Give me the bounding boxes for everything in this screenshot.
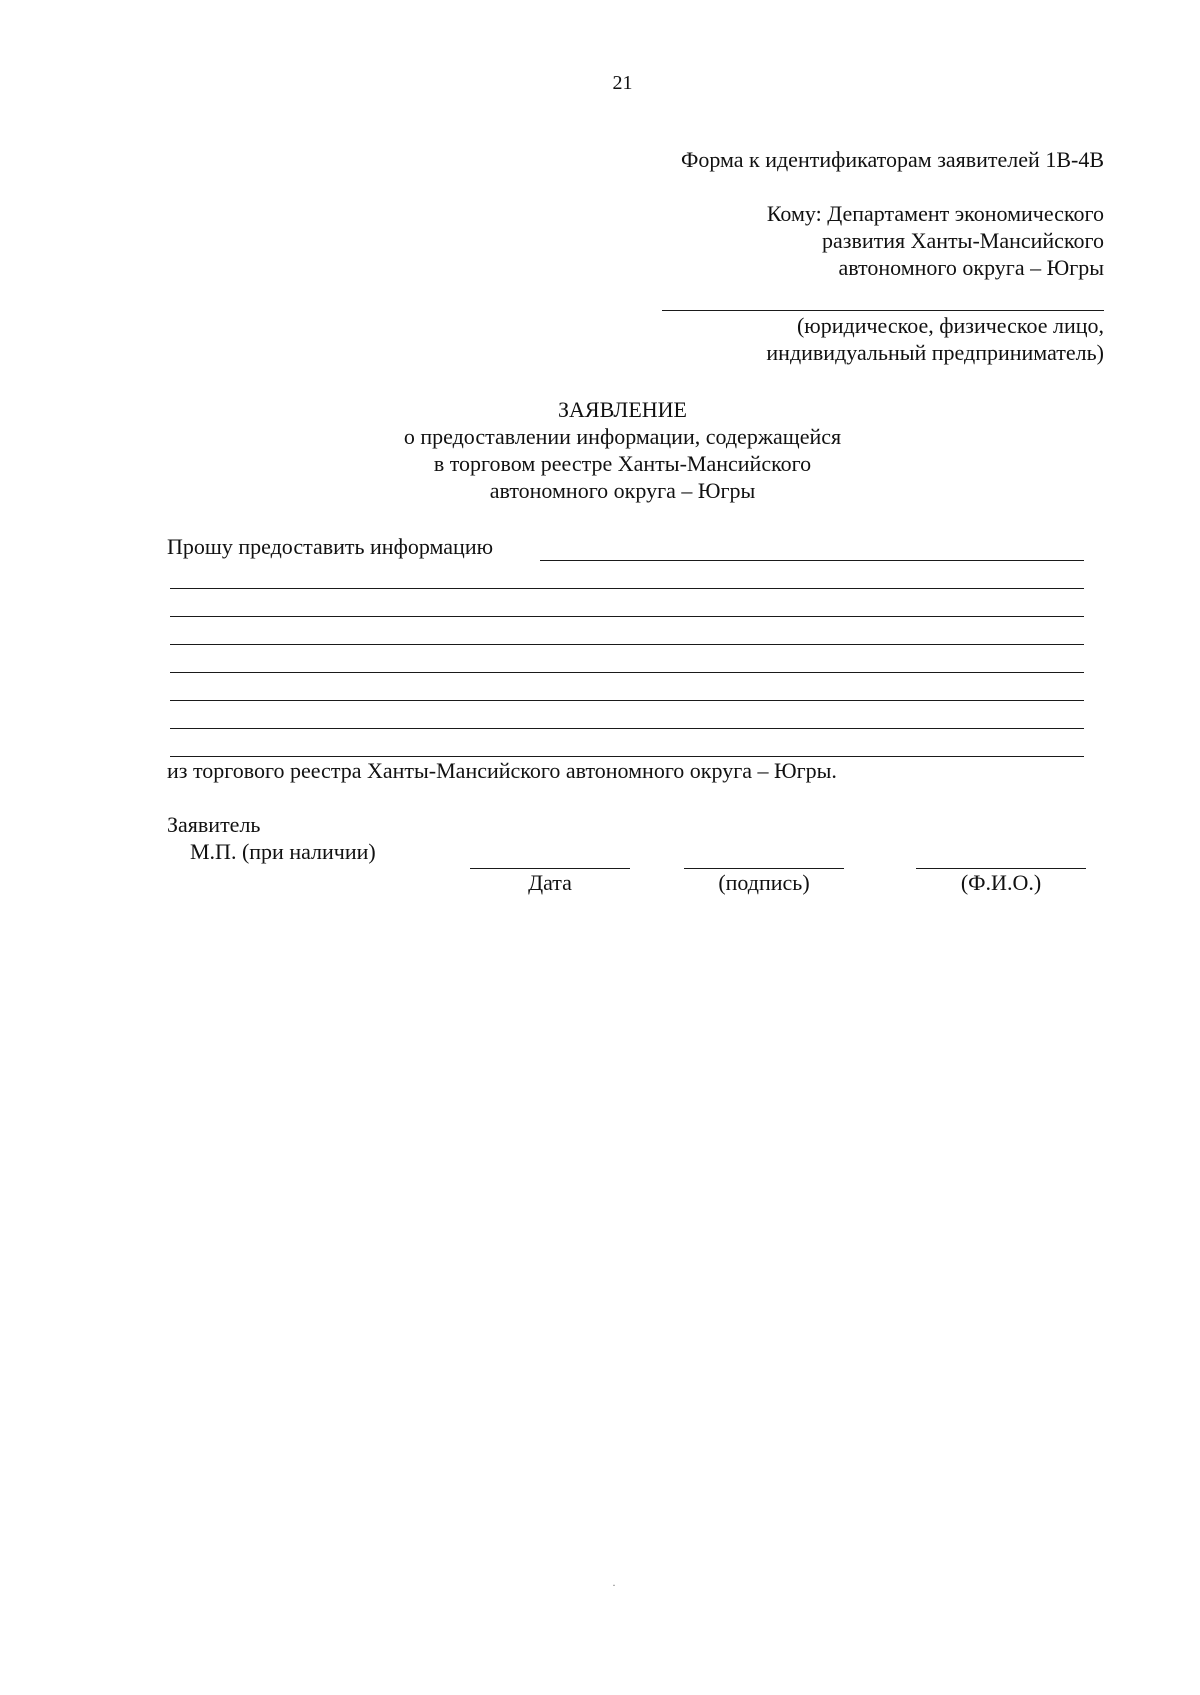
request-blank-line xyxy=(170,728,1084,729)
date-caption: Дата xyxy=(528,870,572,895)
form-label: Форма к идентификаторам заявителей 1В-4В xyxy=(680,147,1104,172)
request-blank-line xyxy=(170,672,1084,673)
request-label: Прошу предоставить информацию xyxy=(167,534,494,559)
recipient-line: автономного округа – Югры xyxy=(838,255,1104,280)
request-blank-line xyxy=(170,588,1084,589)
applicant-blank-line xyxy=(662,310,1104,311)
stamp-label: М.П. (при наличии) xyxy=(190,839,376,864)
scan-speck: · xyxy=(612,1578,616,1592)
applicant-caption-line: (юридическое, физическое лицо, xyxy=(796,313,1104,338)
request-blank-line xyxy=(540,560,1084,561)
signature-caption: (подпись) xyxy=(718,870,810,895)
document-heading: ЗАЯВЛЕНИЕ xyxy=(558,397,687,422)
document-title-block xyxy=(0,396,1200,504)
document-subtitle-line: о предоставлении информации, содержащейся xyxy=(403,424,842,449)
request-blank-line xyxy=(170,644,1084,645)
document-subtitle-line: в торговом реестре Ханты-Мансийского xyxy=(433,451,812,476)
applicant-caption xyxy=(766,312,1104,366)
document-subtitle-line: автономного округа – Югры xyxy=(489,478,756,503)
applicant-caption-line: индивидуальный предприниматель) xyxy=(766,340,1104,365)
request-blank-line xyxy=(170,700,1084,701)
applicant-label: Заявитель xyxy=(167,812,261,837)
request-blank-line xyxy=(170,616,1084,617)
recipient-line: развития Ханты-Мансийского xyxy=(822,228,1104,253)
closing-text: из торгового реестра Ханты-Мансийского автономного округа – Югры. xyxy=(167,758,837,783)
name-caption: (Ф.И.О.) xyxy=(960,870,1042,895)
recipient-line: Кому: Департамент экономического xyxy=(766,201,1104,226)
page-number: 21 xyxy=(612,72,633,94)
recipient-block xyxy=(767,200,1104,281)
